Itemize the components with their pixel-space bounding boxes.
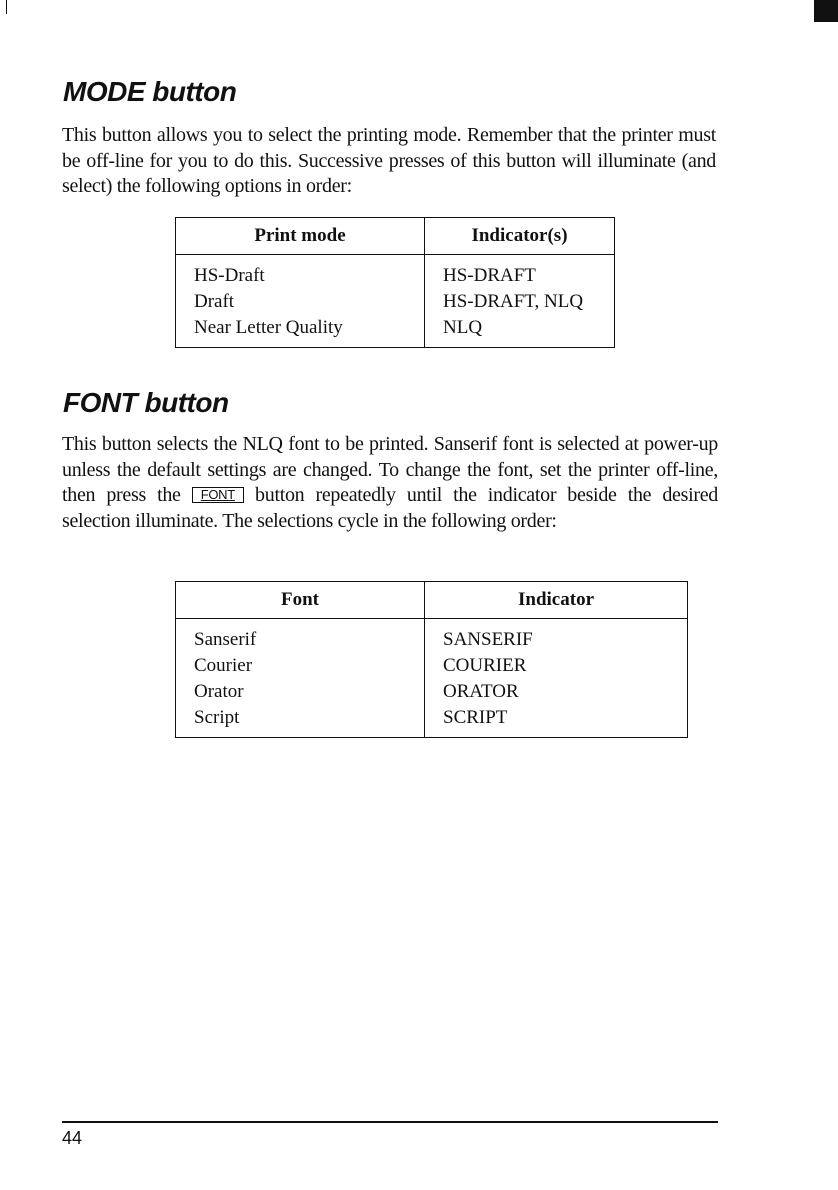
indicator-cell: HS-DRAFT, NLQ: [425, 289, 615, 315]
indicators-column-header: Indicator(s): [425, 218, 615, 255]
font-section-title: FONT button: [63, 387, 229, 418]
print-mode-cell: Draft: [194, 291, 235, 312]
table-row: [176, 619, 688, 654]
font-paragraph-text-before: This button selects the NLQ font to be printed. Sanserif font is selected at power-up unless the default settings are changed. To change the font, set the printer off-line, then press the: [62, 433, 718, 506]
page-number: 44: [62, 1128, 83, 1148]
font-paragraph-text-after: button repeatedly until the indicator beside the desired selection illuminate. The selections cycle in the following order:: [62, 484, 719, 532]
font-cell: Orator: [194, 681, 244, 702]
print-mode-cell: Near Letter Quality: [194, 317, 343, 338]
print-mode-column-header: Print mode: [176, 218, 425, 255]
table-header-row: [176, 218, 615, 255]
print-mode-table: [175, 217, 615, 348]
table-row: [176, 705, 688, 738]
font-section-paragraph: [62, 432, 718, 534]
indicator-cell: ORATOR: [425, 679, 688, 705]
table-row: [176, 653, 688, 679]
mode-section-paragraph: This button allows you to select the printing mode. Remember that the printer must be off-line for you to do this. Successive presses of this button will illuminate (and select) the following options in order:: [62, 124, 716, 197]
font-table: [175, 581, 688, 738]
font-cell: Courier: [194, 655, 253, 676]
table-row: [176, 289, 615, 315]
scan-corner-mark: [814, 0, 838, 22]
font-key-label: FONT: [192, 487, 244, 503]
indicator-cell: SCRIPT: [425, 705, 688, 738]
table-row: [176, 255, 615, 290]
print-mode-cell: HS-Draft: [194, 265, 265, 286]
indicator-cell: SANSERIF: [425, 619, 688, 654]
mode-section-title: MODE button: [63, 76, 237, 107]
table-row: [176, 679, 688, 705]
indicator-cell: COURIER: [425, 653, 688, 679]
indicator-column-header: Indicator: [425, 582, 688, 619]
table-row: [176, 315, 615, 348]
scan-edge-mark: [6, 0, 7, 14]
indicator-cell: HS-DRAFT: [425, 255, 615, 290]
font-column-header: Font: [176, 582, 425, 619]
font-cell: Script: [194, 707, 240, 728]
table-header-row: [176, 582, 688, 619]
font-cell: Sanserif: [194, 629, 257, 650]
indicator-cell: NLQ: [425, 315, 615, 348]
footer-rule: [62, 1121, 718, 1123]
